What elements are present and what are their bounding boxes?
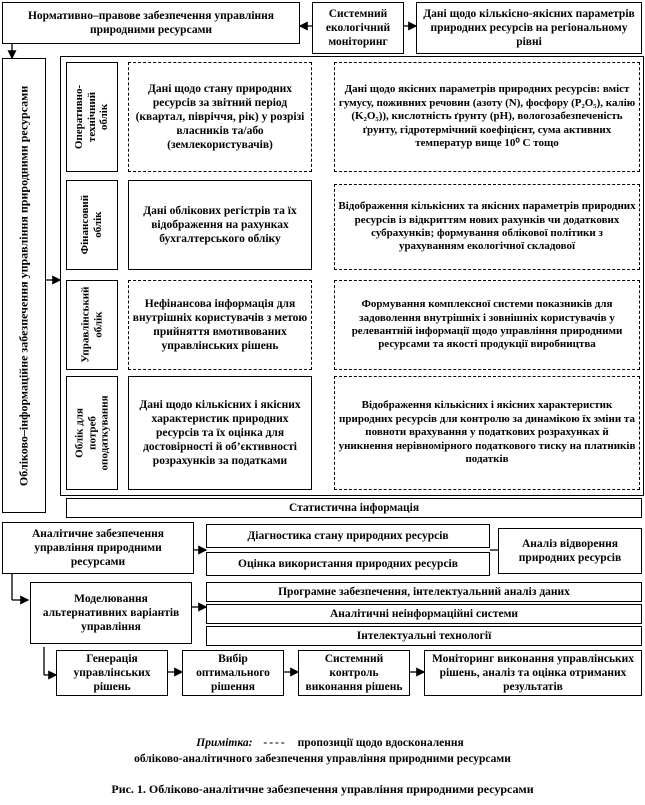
figure-caption (0, 782, 645, 800)
row2-right-text: Відображення кількісних та якісних параметрів природних ресурсів із відкриттям нових рахунків чи додаткових субрахунків; формування облікової політики з урахуванням екологічної складової (338, 200, 636, 253)
figure-caption-text: Рис. 1. Обліково-аналітичне забезпечення управління природними ресурсами (111, 782, 534, 796)
intelligent-tech-text: Інтелектуальні технології (356, 629, 492, 642)
system-control-text: Системний контроль виконання рішень (305, 652, 403, 694)
row3-right-text: Формування комплексної системи показників для задоволення внутрішніх і зовнішніх користувачів у релевантній інформації щодо управління природними ресурсами та якості продукції виробництва (351, 298, 623, 351)
statistical-info-box (66, 498, 642, 518)
monitoring-text: Системний екологічний моніторинг (325, 7, 391, 48)
optimal-choice-box (182, 650, 284, 696)
row2-left-box (128, 180, 312, 270)
row3-left-text: Нефінансова інформація для внутрішніх користувачів з метою прийняття вмотивованих управлінських рішень (132, 297, 308, 353)
monitoring-results-text: Моніторинг виконання управлінських рішень, аналіз та оцінка отриманих результатів (431, 652, 635, 694)
row1-left-box (128, 62, 312, 172)
analytical-systems-text: Аналітичні неінформаційні системи (329, 607, 519, 620)
regional-data-text: Дані щодо кількісно-якісних параметрів природних ресурсів на регіональному рівні (423, 7, 635, 48)
row4-label: Облік для потреб оподаткування (73, 395, 111, 471)
monitoring-results-box (424, 650, 642, 696)
row4-right-box (334, 376, 640, 490)
regional-data-box (416, 2, 642, 54)
note-dashes: ---- (263, 737, 287, 749)
row2-left-text: Дані облікових регістрів та їх відображення на рахунках бухгалтерського обліку (143, 204, 297, 245)
note-text-1: пропозиції щодо вдосконалення (297, 737, 464, 749)
decision-generation-box (56, 650, 168, 696)
row2-right-box (334, 184, 640, 270)
note-label: Примітка: (196, 737, 253, 749)
analytical-systems-box (206, 604, 642, 624)
note-text-2: обліково-аналітичного забезпечення управління природними ресурсами (134, 753, 511, 765)
statistical-info-text: Статистична інформація (288, 501, 420, 514)
optimal-choice-text: Вибір оптимального рішення (196, 652, 270, 694)
software-box (206, 582, 642, 602)
row4-left-box (128, 376, 312, 490)
usage-assessment-text: Оцінка використання природних ресурсів (238, 557, 458, 570)
modeling-text: Моделювання альтернативних варіантів управління (42, 592, 180, 633)
diagnostics-box (206, 524, 490, 548)
reproduction-analysis-text: Аналіз відворення природних ресурсів (518, 537, 622, 564)
row4-right-text: Відображення кількісних і якісних характеристик природних ресурсів для контролю за динамікою їх зміни та повноти врахування у податкових розрахунках й уникнення нерівномірного податкового тиску на платників податків (338, 399, 636, 466)
analytical-support-box (2, 522, 194, 574)
row1-left-text: Дані щодо стану природних ресурсів за звітний період (квартал, півріччя, рік) у розрізі власників та/або (землекористувачів) (135, 82, 305, 152)
row1-right-box (334, 62, 640, 172)
diagnostics-text: Діагностика стану природних ресурсів (247, 529, 449, 542)
decision-generation-text: Генерація управлінських рішень (73, 652, 151, 694)
row3-right-box (334, 280, 640, 370)
regulatory-text: Нормативно–правове забезпечення управління природними ресурсами (27, 9, 275, 36)
row1-right-text: Дані щодо якісних параметрів природних ресурсів: вміст гумусу, поживних речовин (азоту (N), фосфору (P₂O₅), калію (K₂O₅)), кислотність ґрунту (pH), вологозабезпеченість ґрунту, гідротермічний коефіцієнт, сума активних температур вище 10⁰ С тощо (338, 83, 636, 150)
monitoring-box (312, 2, 404, 54)
row3-label: Управлінський облік (79, 286, 105, 364)
analytical-support-text: Аналітичне забезпечення управління природними ресурсами (32, 527, 164, 568)
row3-left-box (128, 280, 312, 370)
software-text: Програмне забезпечення, інтелектуальний аналіз даних (278, 585, 570, 598)
regulatory-box (2, 2, 300, 44)
accounting-info-support-label: Обліково–інформаційне забезпечення управління природними ресурсами (16, 85, 31, 486)
usage-assessment-box (206, 552, 490, 576)
note-line-1 (80, 736, 580, 752)
reproduction-analysis-box (498, 528, 642, 574)
row2-label: Фінансовий облік (79, 195, 104, 255)
note-line-2 (20, 752, 625, 768)
intelligent-tech-box (206, 626, 642, 646)
system-control-box (298, 650, 410, 696)
row1-label: Оперативно-технічний облік (73, 84, 111, 150)
modeling-box (30, 582, 192, 644)
row4-left-text: Дані щодо кількісних і якісних характеристик природних ресурсів та їх оцінка для достовірності й об’єктивності розрахунків за податками (139, 398, 301, 468)
